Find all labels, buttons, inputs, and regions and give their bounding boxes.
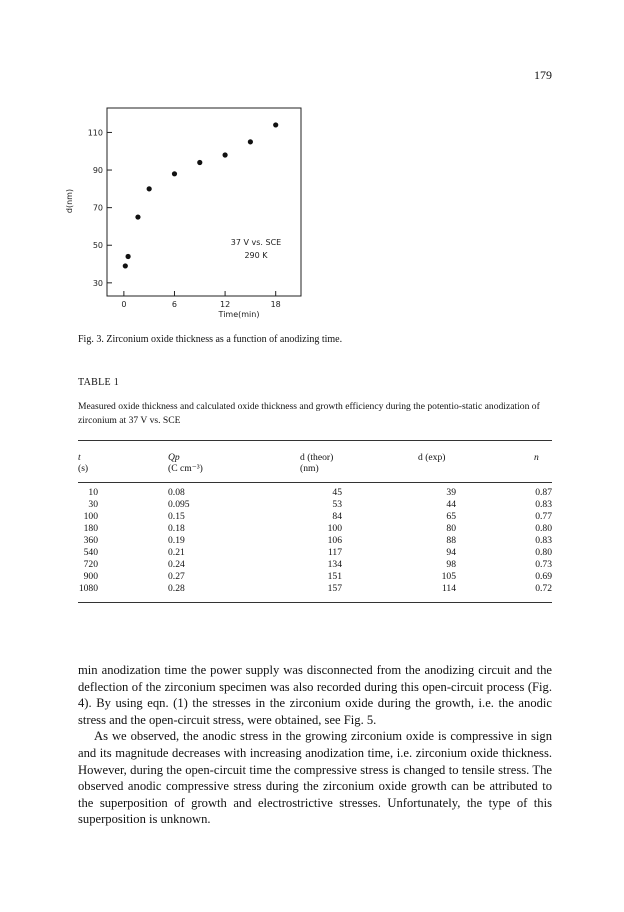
page-number: 179 — [534, 68, 552, 82]
data-point — [125, 254, 130, 259]
x-tick-label: 0 — [121, 300, 127, 309]
data-point — [135, 214, 140, 219]
cell-d-exp: 114 — [441, 583, 456, 594]
data-point — [248, 139, 253, 144]
data-point — [197, 160, 202, 165]
data-point — [172, 171, 177, 176]
cell-d-theor: 134 — [327, 559, 342, 570]
cell-n: 0.72 — [535, 583, 552, 594]
cell-t: 180 — [83, 523, 98, 534]
y-tick-label: 110 — [87, 128, 103, 138]
table-row — [78, 499, 552, 511]
body-text — [78, 662, 552, 828]
cell-n: 0.80 — [535, 547, 552, 558]
table-row — [78, 547, 552, 559]
table-row — [78, 487, 552, 499]
cell-n: 0.80 — [535, 523, 552, 534]
x-tick-label: 12 — [219, 300, 231, 309]
data-point — [123, 263, 128, 268]
header-n: n — [534, 452, 539, 463]
cell-d-theor: 45 — [332, 487, 342, 498]
cell-d-exp: 65 — [446, 511, 456, 522]
cell-t: 360 — [83, 535, 98, 546]
cell-qp: 0.095 — [168, 499, 190, 510]
table-header — [78, 448, 552, 478]
cell-n: 0.83 — [535, 535, 552, 546]
annotation-temperature: 290 K — [244, 251, 268, 260]
cell-d-theor: 100 — [327, 523, 342, 534]
cell-qp: 0.27 — [168, 571, 185, 582]
table-top-rule — [78, 440, 552, 441]
table-row — [78, 511, 552, 523]
cell-t: 900 — [83, 571, 98, 582]
cell-d-exp: 88 — [446, 535, 456, 546]
header-t-unit: (s) — [78, 463, 89, 474]
cell-d-theor: 84 — [332, 511, 342, 522]
cell-d-exp: 105 — [441, 571, 456, 582]
cell-qp: 0.08 — [168, 487, 185, 498]
cell-qp: 0.18 — [168, 523, 185, 534]
table-row — [78, 571, 552, 583]
cell-d-exp: 80 — [446, 523, 456, 534]
header-d-theor-unit: (nm) — [300, 463, 319, 474]
y-tick-label: 90 — [92, 166, 103, 176]
cell-t: 720 — [83, 559, 98, 570]
table-row — [78, 583, 552, 595]
paragraph-2: As we observed, the anodic stress in the growing zirconium oxide is compressive in sign and its magnitude decreases with increasing anodization time, i.e. zirconium oxide thickness. However, during the open-circuit time the compressive stress is changed to tensile stress. The observed anodic compressive stress during the zirconium oxide growth can be attributed to the superposition of growth and electrostrictive stresses. Unfortunately, the type of this superposition is unknown. — [78, 729, 552, 827]
x-axis-ticks — [121, 291, 280, 309]
header-qp: Qp — [168, 452, 180, 463]
cell-n: 0.83 — [535, 499, 552, 510]
cell-t: 10 — [88, 487, 98, 498]
annotation-condition: 37 V vs. SCE — [230, 238, 282, 247]
header-d-theor: d (theor) — [300, 452, 334, 463]
y-tick-label: 50 — [92, 241, 103, 251]
header-t: t — [78, 452, 81, 463]
table-bottom-rule — [78, 602, 552, 603]
cell-n: 0.87 — [535, 487, 552, 498]
cell-n: 0.69 — [535, 571, 552, 582]
y-tick-label: 30 — [92, 278, 103, 288]
figure-caption: Fig. 3. Zirconium oxide thickness as a function of anodizing time. — [78, 334, 343, 345]
y-axis-ticks — [88, 128, 112, 287]
plot-frame — [107, 108, 301, 296]
cell-d-theor: 151 — [327, 571, 342, 582]
y-axis-label: d(nm) — [65, 188, 74, 214]
data-point — [147, 186, 152, 191]
cell-qp: 0.15 — [168, 511, 185, 522]
cell-n: 0.73 — [535, 559, 552, 570]
table-row — [78, 535, 552, 547]
cell-d-theor: 117 — [327, 547, 342, 558]
cell-t: 30 — [88, 499, 98, 510]
cell-t: 540 — [83, 547, 98, 558]
table-row — [78, 523, 552, 535]
table-title: TABLE 1 — [78, 377, 120, 388]
data-point — [273, 122, 278, 127]
cell-qp: 0.21 — [168, 547, 185, 558]
y-tick-label: 70 — [92, 203, 103, 213]
table-row — [78, 559, 552, 571]
cell-n: 0.77 — [535, 511, 552, 522]
cell-d-exp: 98 — [446, 559, 456, 570]
data-point — [222, 152, 227, 157]
cell-qp: 0.19 — [168, 535, 185, 546]
table-header-rule — [78, 482, 552, 483]
thickness-vs-time-chart — [60, 98, 320, 330]
header-d-exp: d (exp) — [418, 452, 446, 463]
cell-d-theor: 53 — [332, 499, 342, 510]
x-axis-label: Time(min) — [218, 310, 260, 319]
cell-qp: 0.24 — [168, 559, 185, 570]
header-qp-unit: (C cm⁻³) — [168, 463, 203, 474]
cell-qp: 0.28 — [168, 583, 185, 594]
cell-t: 100 — [83, 511, 98, 522]
paragraph-1: min anodization time the power supply was disconnected from the anodizing circuit and the deflection of the zirconium specimen was also recorded during this open-circuit process (Fig. 4). By using eqn. (1) the stresses in the zirconium oxide during the growth, i.e. the anodic stress and the open-circuit stress, were obtained, see Fig. 5. — [78, 663, 552, 727]
x-tick-label: 6 — [171, 300, 178, 309]
cell-d-theor: 106 — [327, 535, 342, 546]
x-tick-label: 18 — [270, 300, 281, 309]
cell-d-exp: 94 — [446, 547, 456, 558]
cell-d-exp: 39 — [446, 487, 456, 498]
cell-d-exp: 44 — [446, 499, 456, 510]
table-body — [78, 487, 552, 595]
cell-t: 1080 — [78, 583, 98, 594]
table-description: Measured oxide thickness and calculated oxide thickness and growth efficiency during the potentio-static anodization of zirconium at 37 V vs. SCE — [78, 401, 540, 426]
cell-d-theor: 157 — [327, 583, 342, 594]
